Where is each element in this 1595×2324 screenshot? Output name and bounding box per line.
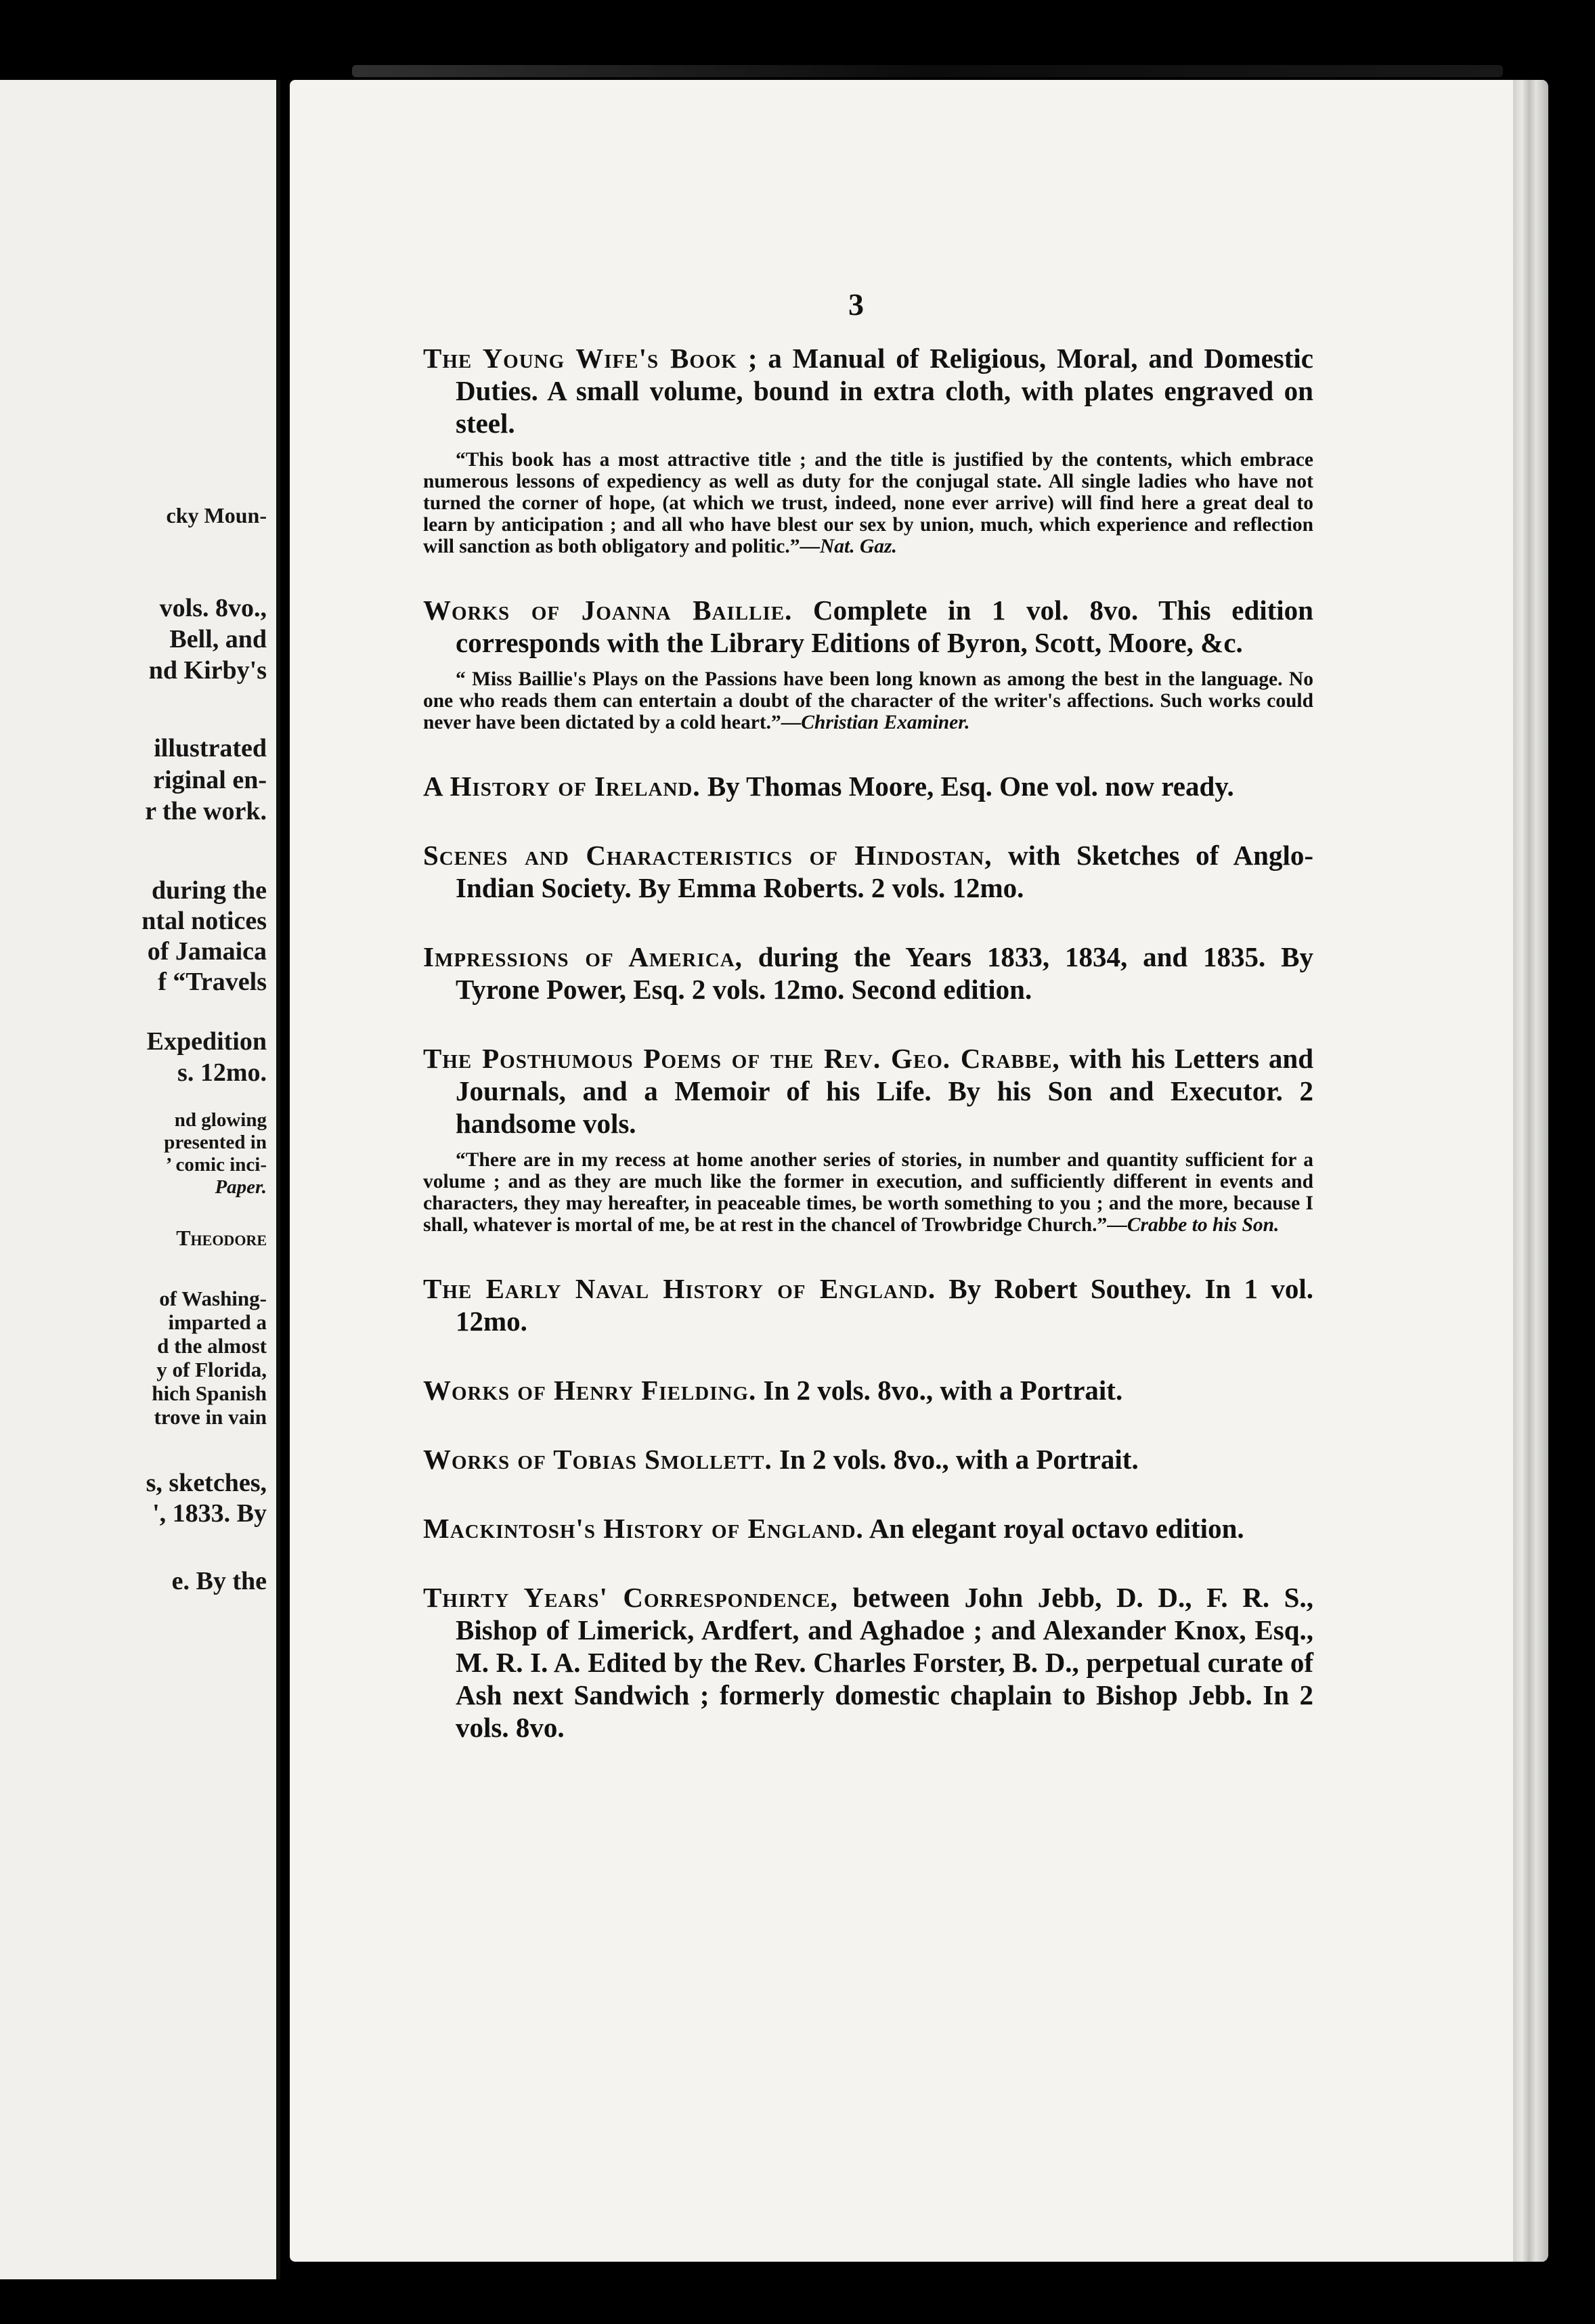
catalogue-entry: [423, 1374, 1313, 1406]
entry-title: [423, 941, 1313, 1006]
entry-title-description: By Robert Southey. In 1 vol. 12mo.: [456, 1273, 1313, 1337]
left-line: y of Florida,: [156, 1358, 267, 1381]
entry-title-description: with his Letters and Journals, and a Memoir of his Life. By his Son and Executor. 2 handsome vols.: [456, 1043, 1313, 1139]
catalogue-entry: [423, 342, 1313, 557]
entry-title-description: ; a Manual of Religious, Moral, and Domestic Duties. A small volume, bound in extra cloth, with plates engraved on steel.: [456, 343, 1313, 439]
entry-title: [423, 1042, 1313, 1140]
entry-title-description: By Thomas Moore, Esq. One vol. now ready.: [700, 771, 1234, 802]
entry-title-description: Complete in 1 vol. 8vo. This edition corresponds with the Library Editions of Byron, Scott, Moore, &c.: [456, 595, 1313, 658]
quote-text: “This book has a most attractive title ; and the title is justified by the contents, which embrace numerous lessons of expediency as well as duty for the conjugal state. All single ladies who have not turned the corner of hope, (at which we trust, indeed, none ever arrive) will find here a great deal to learn by anticipation ; and all who have blest our sex by union, much, which experience and reflection will sanction as both obligatory and politic.”—: [423, 449, 1313, 557]
left-line: nd glowing: [174, 1109, 267, 1131]
entry-title-name: The Early Naval History of England.: [423, 1273, 936, 1304]
left-line: d the almost: [157, 1334, 267, 1358]
catalogue-entry: [423, 1042, 1313, 1236]
left-line: Bell, and: [169, 625, 267, 653]
entry-title-description: with Sketches of Anglo-Indian Society. By Emma Roberts. 2 vols. 12mo.: [456, 840, 1313, 903]
catalogue-entry: [423, 594, 1313, 733]
entry-title-description: between John Jebb, D. D., F. R. S., Bishop of Limerick, Ardfert, and Aghadoe ; and Alexander Knox, Esq., M. R. I. A. Edited by the Rev. Charles Forster, B. D., perpetual curate of Ash next Sandwich ; formerly domestic chaplain to Bishop Jebb. In 2 vols. 8vo.: [456, 1582, 1313, 1743]
entry-review-quote: [423, 449, 1313, 557]
entry-title: [423, 770, 1313, 802]
left-line: s, sketches,: [146, 1469, 267, 1497]
left-line: nd Kirby's: [148, 656, 267, 685]
left-line: Expedition: [146, 1027, 267, 1056]
entry-title-name: Mackintosh's History of England.: [423, 1513, 864, 1544]
left-line: e. By the: [171, 1567, 267, 1595]
entry-title: [423, 1512, 1313, 1545]
catalogue-entry: [423, 1512, 1313, 1545]
quote-source: Crabbe to his Son.: [1127, 1214, 1280, 1236]
entry-title: [423, 1581, 1313, 1744]
left-line: vols. 8vo.,: [159, 594, 267, 622]
catalogue-entry: [423, 1443, 1313, 1476]
entry-title: [423, 1272, 1313, 1337]
quote-text: “ Miss Baillie's Plays on the Passions have been long known as among the best in the language. No one who reads them can entertain a doubt of the character of the writer's affections. Such works could never have been dictated by a cold heart.”—: [423, 668, 1313, 733]
left-line: ntal notices: [141, 907, 267, 935]
entry-title: [423, 1443, 1313, 1476]
left-line: f “Travels: [158, 968, 267, 996]
catalogue-list: [423, 342, 1313, 1780]
left-page-fragment: [0, 80, 280, 2279]
entry-title-name: Works of Henry Fielding.: [423, 1375, 757, 1406]
catalogue-entry: [423, 1272, 1313, 1337]
entry-title: [423, 839, 1313, 904]
left-line: of Washing-: [159, 1287, 267, 1310]
catalogue-entry: [423, 770, 1313, 802]
left-line: hich Spanish: [152, 1381, 267, 1405]
entry-title-name: Works of Tobias Smollett.: [423, 1444, 772, 1475]
entry-title: [423, 1374, 1313, 1406]
left-line: Paper.: [215, 1176, 267, 1198]
left-line: trove in vain: [154, 1405, 267, 1429]
left-line: illustrated: [154, 734, 267, 762]
scan-top-shadow: [352, 65, 1503, 77]
catalogue-entry: [423, 1581, 1313, 1744]
catalogue-entry: [423, 839, 1313, 904]
left-line: Theodore: [176, 1226, 267, 1250]
left-line: during the: [152, 876, 267, 905]
entry-review-quote: [423, 668, 1313, 733]
left-line: ', 1833. By: [152, 1499, 267, 1528]
entry-title: [423, 342, 1313, 439]
left-line: presented in: [164, 1132, 267, 1153]
entry-title-description: during the Years 1833, 1834, and 1835. By Tyrone Power, Esq. 2 vols. 12mo. Second edition.: [456, 941, 1313, 1005]
catalogue-entry: [423, 941, 1313, 1006]
entry-title-name: Scenes and Characteristics of Hindostan,: [423, 840, 992, 871]
left-line: riginal en-: [153, 766, 267, 794]
entry-title-name: Impressions of America,: [423, 941, 743, 972]
quote-text: “There are in my recess at home another series of stories, in number and quantity sufficient for a volume ; and as they are much like the former in execution, and sufficiently different in events and characters, they may hereafter, in peaceable times, be worth something to you ; and the more, because I shall, whatever is mortal of me, be at rest in the chancel of Trowbridge Church.”—: [423, 1149, 1313, 1236]
quote-source: Christian Examiner.: [801, 712, 970, 733]
left-line: of Jamaica: [147, 937, 267, 966]
entry-title-name: A History of Ireland.: [423, 771, 701, 802]
entry-title-description: In 2 vols. 8vo., with a Portrait.: [772, 1444, 1139, 1475]
entry-title-name: The Posthumous Poems of the Rev. Geo. Crabbe,: [423, 1043, 1060, 1074]
entry-title-name: The Young Wife's Book: [423, 343, 737, 374]
entry-title-description: An elegant royal octavo edition.: [863, 1513, 1244, 1544]
entry-title-description: In 2 vols. 8vo., with a Portrait.: [756, 1375, 1123, 1406]
left-line: r the work.: [145, 797, 267, 825]
left-line: imparted a: [168, 1310, 267, 1334]
quote-source: Nat. Gaz.: [819, 536, 897, 557]
left-line: s. 12mo.: [177, 1058, 267, 1087]
entry-review-quote: [423, 1149, 1313, 1236]
entry-title-name: Thirty Years' Correspondence,: [423, 1582, 838, 1613]
entry-title: [423, 594, 1313, 659]
page-edge: [1513, 80, 1548, 2262]
entry-title-name: Works of Joanna Baillie.: [423, 595, 793, 626]
left-line: cky Moun-: [166, 503, 267, 528]
page-number: 3: [848, 287, 864, 322]
left-line: ’ comic inci-: [165, 1154, 267, 1176]
